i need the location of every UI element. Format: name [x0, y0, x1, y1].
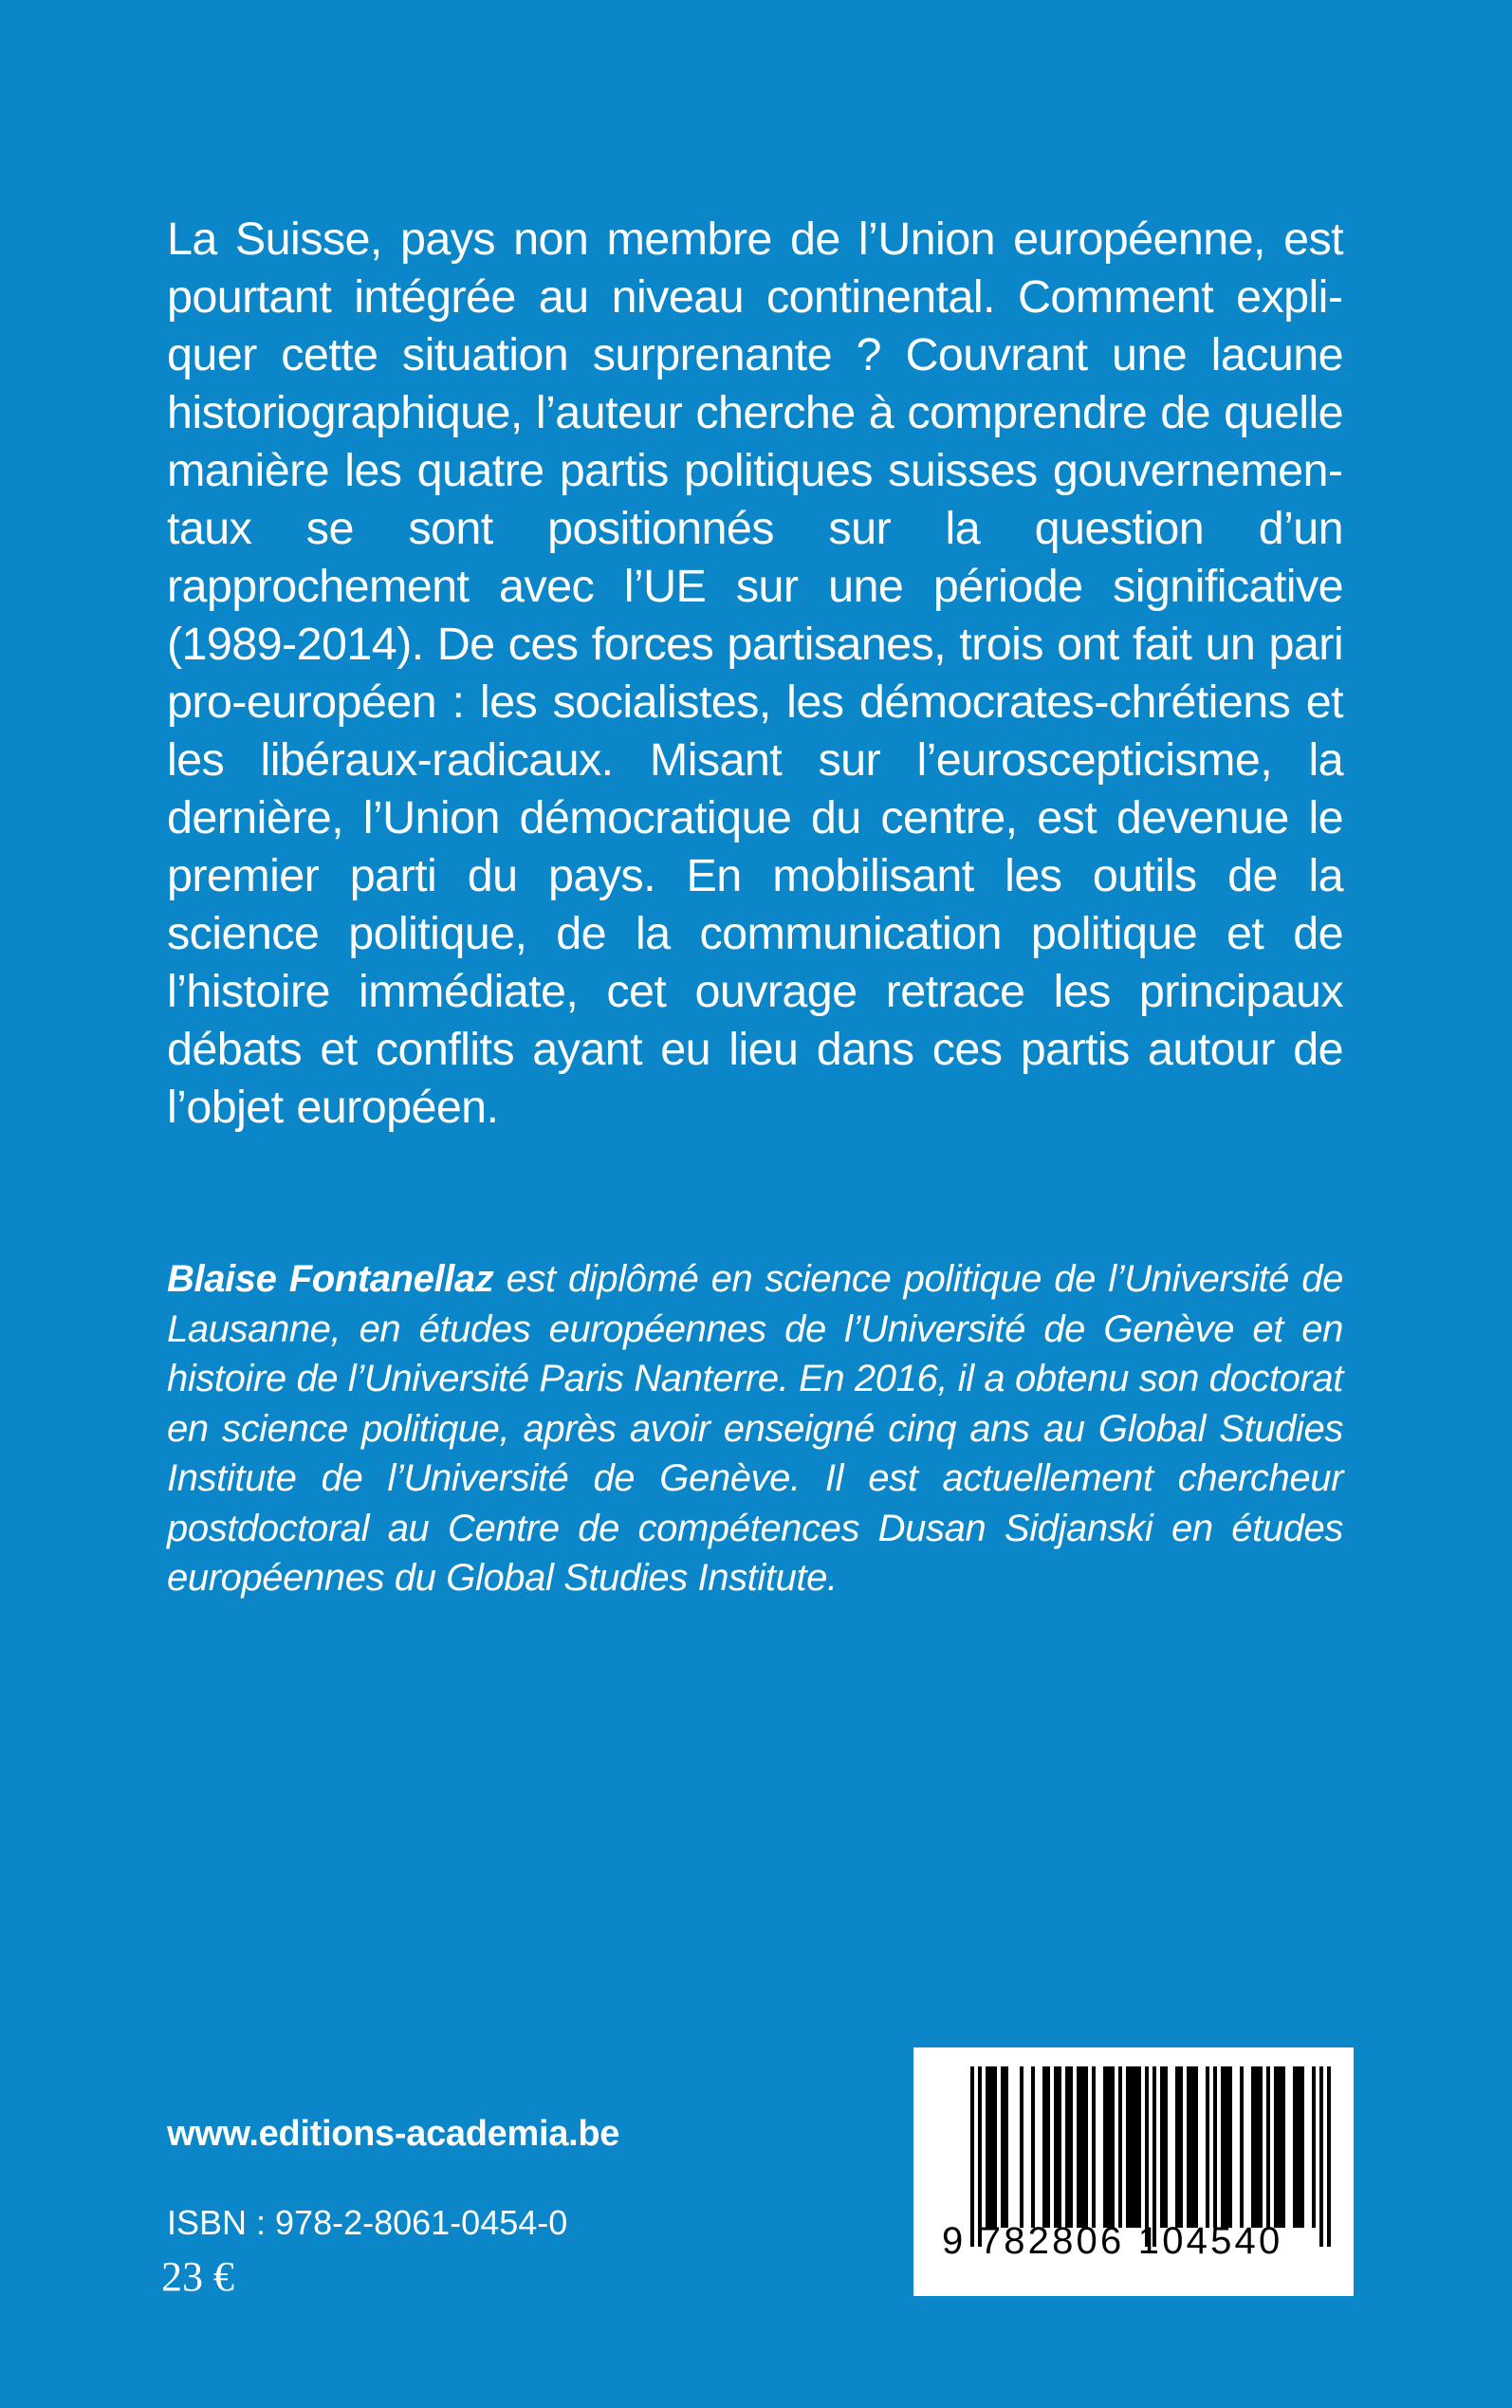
barcode-bar: [1126, 2066, 1141, 2228]
barcode-bar: [1175, 2066, 1183, 2228]
barcode-bar: [1065, 2066, 1073, 2228]
author-bio-text: est diplômé en science politique de l’Université de Lausanne, en études européennes de l’Université de Genève et en histoire de l’Université Paris Nanterre. En 2016, il a obtenu son doctorat en science politique, après avoir enseigné cinq ans au Global Studies Institute de l’Université de Genève. Il est actuellement chercheur postdoctoral au Centre de compétences Dusan Sidjanski en études européennes du Global Studies Institute.: [167, 1258, 1343, 1599]
barcode-bar: [1240, 2066, 1244, 2228]
barcode-bar: [1213, 2066, 1217, 2228]
barcode-digits: 9 782806 104540: [942, 2220, 1283, 2262]
barcode-bar: [1266, 2066, 1270, 2228]
barcode-bar: [1251, 2066, 1263, 2228]
barcode-bar: [1274, 2066, 1285, 2228]
author-bio: [167, 1254, 1343, 1603]
barcode-bar: [1042, 2066, 1050, 2228]
isbn-label: ISBN : 978-2-8061-0454-0: [167, 2203, 568, 2242]
publisher-website[interactable]: www.editions-academia.be: [167, 2114, 620, 2154]
barcode-bar: [1031, 2066, 1035, 2228]
book-summary: La Suisse, pays non membre de l’Union européenne, est pourtant intégrée au niveau continental. Comment expliquer cette situation surprenante ? Couvrant une lacune historiographique, l’auteur cherche à comprendre de quelle manière les quatre partis politiques suisses gouvernementaux se sont positionnés sur la question d’un rapprochement avec l’UE sur une période significative (1989-2014). De ces forces partisanes, trois ont fait un pari pro-européen : les socialistes, les démocrates-chrétiens et les libéraux-radicaux. Misant sur l’euroscepticisme, la dernière, l’Union démocratique du centre, est devenue le premier parti du pays. En mobilisant les outils de la science politique, de la communication politique et de l’histoire immédiate, cet ouvrage retrace les principaux débats et conflits ayant eu lieu dans ces partis autour de l’objet européen.: [167, 213, 1343, 1133]
barcode-bar: [1092, 2066, 1096, 2228]
barcode-bar: [1160, 2066, 1168, 2228]
barcode-bar: [1001, 2066, 1008, 2228]
barcode-bar: [986, 2066, 997, 2228]
barcode-bar: [1312, 2066, 1316, 2228]
barcode-bar: [1293, 2066, 1304, 2228]
author-name: Blaise Fontanellaz: [167, 1258, 494, 1300]
barcode-bar: [1020, 2066, 1023, 2228]
barcode-bar: [1206, 2066, 1209, 2228]
barcode-bar: [1221, 2066, 1232, 2228]
barcode-bar: [1054, 2066, 1061, 2228]
barcode-bar: [1118, 2066, 1122, 2228]
barcode-panel: [913, 2047, 1354, 2296]
price-label: 23 €: [161, 2253, 234, 2300]
barcode-bar: [1103, 2066, 1115, 2228]
barcode-bar: [1077, 2066, 1088, 2228]
barcode-bar: [1187, 2066, 1198, 2228]
